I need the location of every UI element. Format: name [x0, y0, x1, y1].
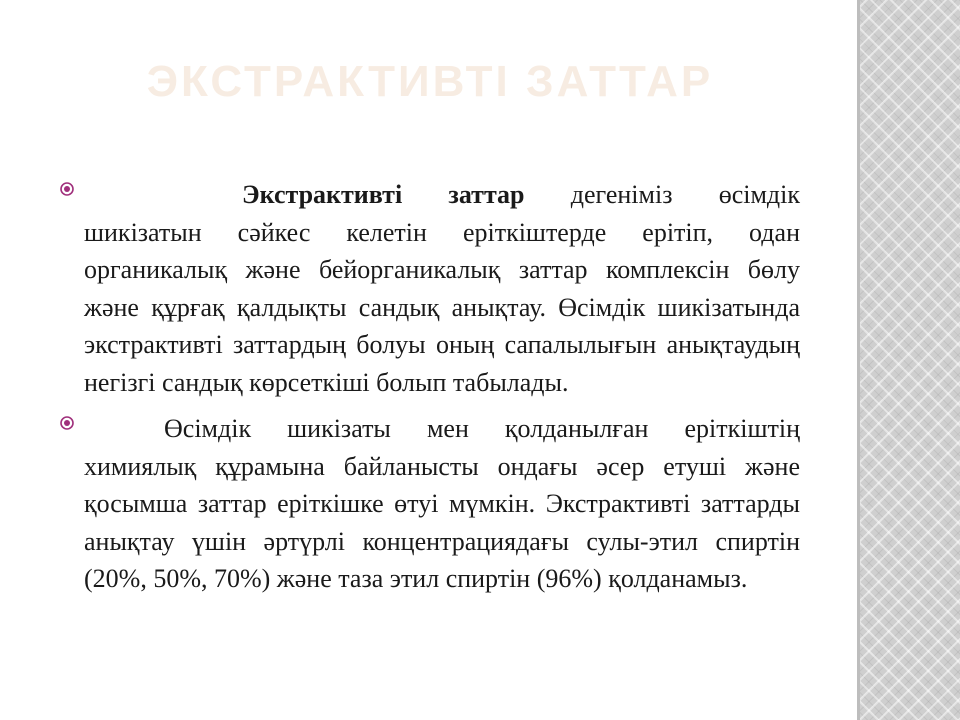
slide-title: ЭКСТРАКТИВТІ ЗАТТАР — [146, 57, 714, 106]
bullet-paragraph-1 — [60, 176, 800, 401]
slide-content — [60, 176, 800, 607]
term-bold: Экстрактивті заттар — [242, 180, 525, 209]
paragraph-text: дегеніміз өсімдік шикізатын сәйкес келетін еріткіштерде ерітіп, одан органикалық және бейорганикалық заттар комплексін бөлу және құрғақ қалдықты сандық анықтау. Өсімдік шикізатында экстрактивті заттардың болуы оның сапалылығын анықтаудың негізгі сандық көрсеткіші болып табылады. — [84, 180, 800, 397]
bullet-paragraph-2 — [60, 410, 800, 598]
bullet-circle-icon — [60, 416, 74, 430]
bullet-circle-icon — [60, 182, 74, 196]
side-decorative-pattern — [857, 0, 960, 720]
side-divider — [857, 0, 860, 720]
paragraph-text: Өсімдік шикізаты мен қолданылған еріткіштің химиялық құрамына байланысты ондағы әсер етуші және қосымша заттар еріткішке өтуі мүмкін. Экстрактивті заттарды анықтау үшін әртүрлі концентрациядағы сулы-этил спиртін (20%, 50%, 70%) және таза этил спиртін (96%) қолданамыз. — [84, 414, 800, 593]
